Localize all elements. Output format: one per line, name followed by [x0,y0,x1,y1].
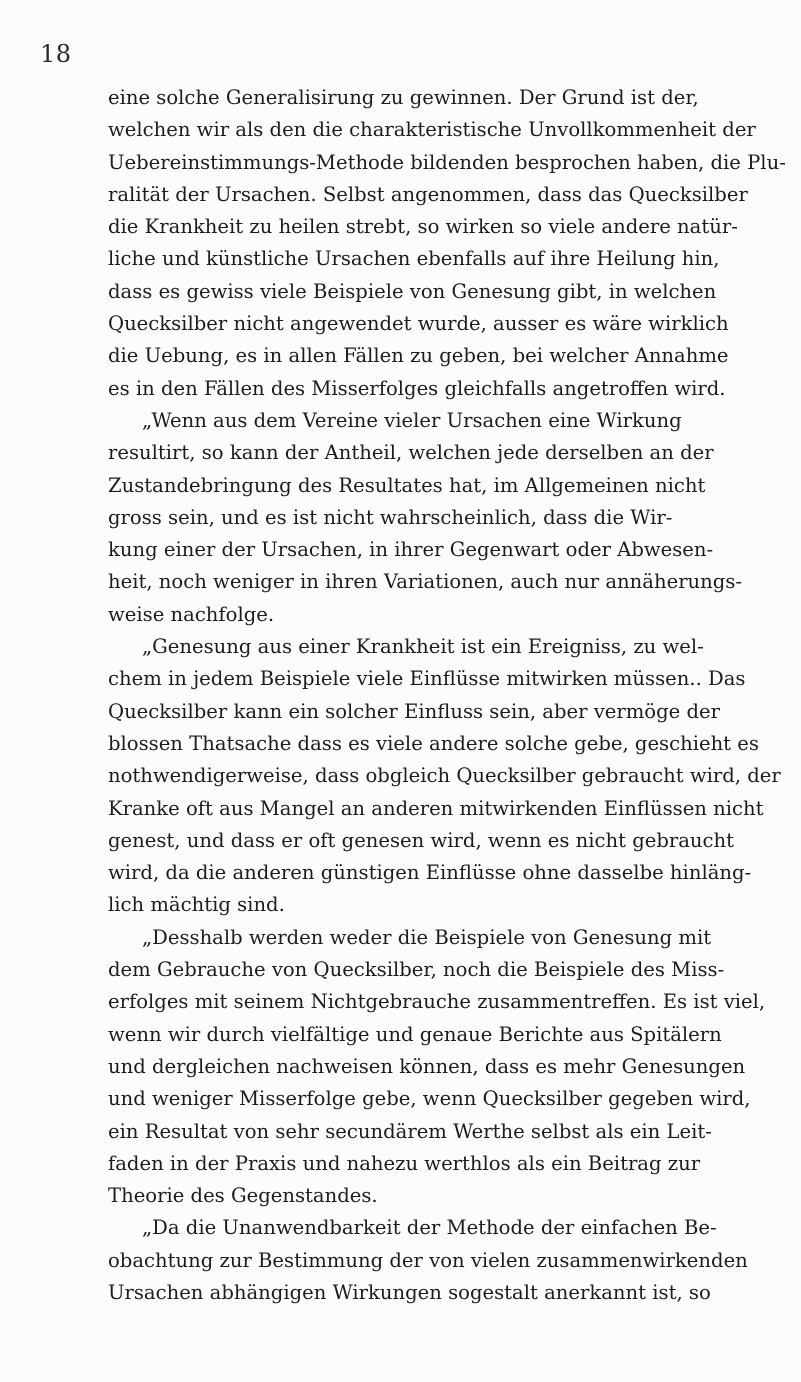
body-text [108,82,798,1309]
text-line: dem Gebrauche von Quecksilber, noch die Beispiele des Miss- [108,958,725,982]
text-line: gross sein, und es ist nicht wahrscheinlich, dass die Wir- [108,505,673,529]
text-line: Quecksilber nicht angewendet wurde, ausser es wäre wirklich [108,312,729,336]
text-line: Ursachen abhängigen Wirkungen sogestalt anerkannt ist, so [108,1280,711,1304]
paragraph-start-line: „Genesung aus einer Krankheit ist ein Ereigniss, zu wel- [142,635,704,659]
text-line: weise nachfolge. [108,602,275,626]
text-line: die Uebung, es in allen Fällen zu geben, bei welcher Annahme [108,344,729,368]
text-line: eine solche Generalisirung zu gewinnen. Der Grund ist der, [108,86,699,109]
paragraph-start-line: „Da die Unanwendbarkeit der Methode der einfachen Be- [142,1216,717,1240]
text-line: ein Resultat von sehr secundärem Werthe selbst als ein Leit- [108,1119,712,1143]
text-line: kung einer der Ursachen, in ihrer Gegenwart oder Abwesen- [108,538,714,562]
text-line: genest, und dass er oft genesen wird, wenn es nicht gebraucht [108,828,735,852]
text-line: liche und künstliche Ursachen ebenfalls auf ihre Heilung hin, [108,247,720,271]
text-line: dass es gewiss viele Beispiele von Genesung gibt, in welchen [108,279,717,303]
text-line: Uebereinstimmungs-Methode bildenden besprochen haben, die Plu- [108,150,786,174]
text-line: heit, noch weniger in ihren Variationen, auch nur annäherungs- [108,570,743,594]
paragraph-start-line: „Desshalb werden weder die Beispiele von Genesung mit [142,925,712,949]
text-line: und dergleichen nachweisen können, dass es mehr Genesungen [108,1054,746,1078]
text-line: Kranke oft aus Mangel an anderen mitwirkenden Einflüssen nicht [108,796,764,820]
page-number: 18 [40,40,72,68]
text-line: obachtung zur Bestimmung der von vielen zusammenwirkenden [108,1248,748,1272]
text-line: nothwendigerweise, dass obgleich Quecksilber gebraucht wird, der [108,764,781,788]
text-line: ralität der Ursachen. Selbst angenommen, dass das Quecksilber [108,182,748,206]
text-line: welchen wir als den die charakteristische Unvollkommenheit der [108,118,756,142]
text-line: Zustandebringung des Resultates hat, im Allgemeinen nicht [108,473,706,497]
text-line: und weniger Misserfolge gebe, wenn Quecksilber gegeben wird, [108,1087,751,1111]
text-line: blossen Thatsache dass es viele andere solche gebe, geschieht es [108,731,759,755]
text-line: Theorie des Gegenstandes. [108,1184,378,1208]
text-line: erfolges mit seinem Nichtgebrauche zusammentreffen. Es ist viel, [108,990,766,1014]
text-line: wenn wir durch vielfältige und genaue Berichte aus Spitälern [108,1022,722,1046]
text-line: Quecksilber kann ein solcher Einfluss sein, aber vermöge der [108,699,720,723]
text-line: lich mächtig sind. [108,893,285,917]
text-line: die Krankheit zu heilen strebt, so wirken so viele andere natür- [108,215,738,239]
paragraph-start-line: „Wenn aus dem Vereine vieler Ursachen eine Wirkung [142,408,682,432]
text-line: faden in der Praxis und nahezu werthlos als ein Beitrag zur [108,1151,701,1175]
text-line: wird, da die anderen günstigen Einflüsse ohne dasselbe hinläng- [108,861,752,885]
text-line: resultirt, so kann der Antheil, welchen jede derselben an der [108,441,714,465]
text-line: es in den Fällen des Misserfolges gleichfalls angetroffen wird. [108,376,726,400]
text-line: chem in jedem Beispiele viele Einflüsse mitwirken müssen.. Das [108,667,746,691]
